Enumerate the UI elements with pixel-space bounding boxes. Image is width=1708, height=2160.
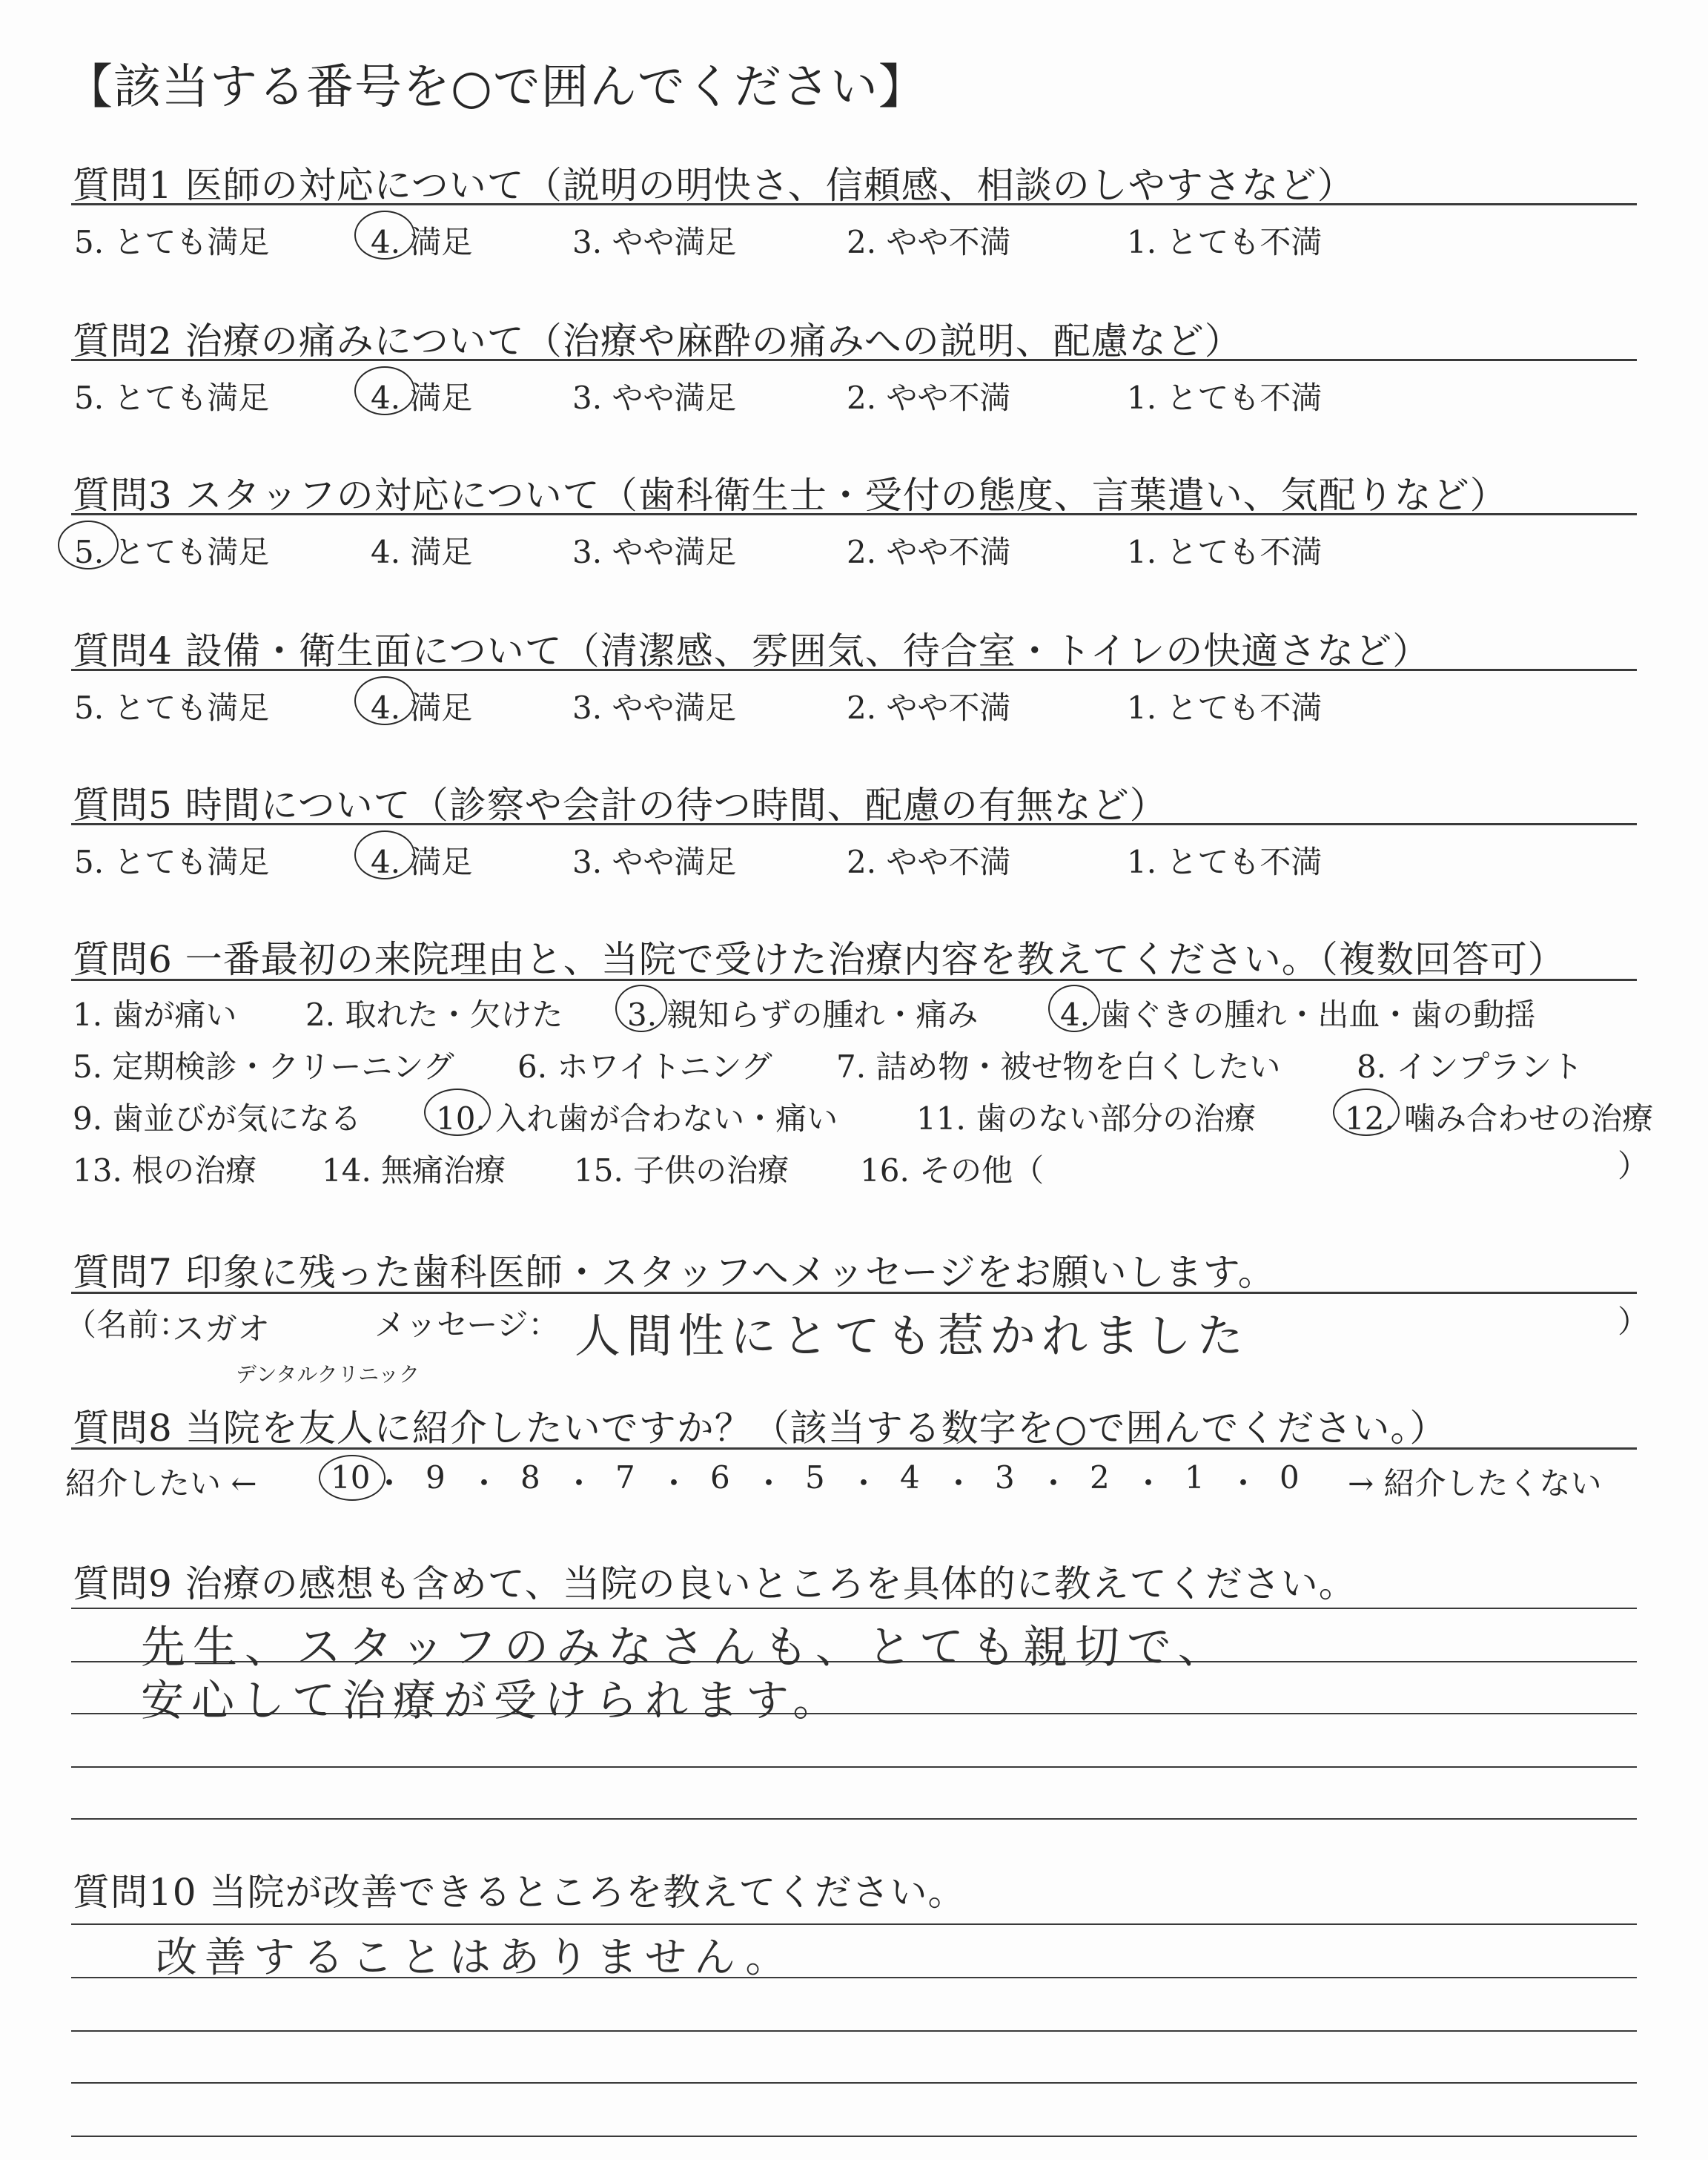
- q6-option-12[interactable]: 12. 噛み合わせの治療: [1345, 1100, 1654, 1137]
- q6-option-10[interactable]: 10. 入れ歯が合わない・痛い: [436, 1100, 838, 1137]
- q8-scale-8[interactable]: 8: [520, 1459, 540, 1496]
- question-5-title: 質問5 時間について（診察や会計の待つ時間、配慮の有無など）: [73, 784, 1168, 827]
- question-7-rule: [71, 1292, 1637, 1294]
- q5-selection-circle: [354, 830, 415, 879]
- q8-scale-1[interactable]: 1: [1185, 1459, 1205, 1496]
- q6-selection-circle-10: [424, 1089, 491, 1136]
- q1-option-2[interactable]: 2. やや不満: [847, 224, 1011, 260]
- question-2-title: 質問2 治療の痛みについて（治療や麻酔の痛みへの説明、配慮など）: [73, 320, 1242, 363]
- q8-left-label: 紹介したい ←: [65, 1465, 257, 1502]
- q8-scale-dot: ・: [374, 1465, 406, 1502]
- q8-right-label: → 紹介したくない: [1348, 1465, 1602, 1502]
- q9-answer-line-5: [71, 1818, 1637, 1820]
- page-title: 【該当する番号を○で囲んでください】: [65, 60, 927, 115]
- q9-answer-line-1: [71, 1608, 1637, 1609]
- question-1-rule: [71, 203, 1637, 205]
- question-2-rule: [71, 359, 1637, 361]
- q7-name-sub-handwriting: デンタルクリニック: [236, 1362, 420, 1387]
- q4-option-1[interactable]: 1. とても不満: [1127, 690, 1323, 726]
- q8-scale-10[interactable]: 10: [331, 1459, 371, 1496]
- q3-option-5[interactable]: 5. とても満足: [74, 534, 270, 570]
- question-1-title: 質問1 医師の対応について（説明の明快さ、信頼感、相談のしやすさなど）: [73, 164, 1355, 207]
- q3-option-4[interactable]: 4. 満足: [371, 534, 473, 570]
- q10-answer-line-3: [71, 2030, 1637, 2032]
- q6-selection-circle-12: [1333, 1089, 1400, 1136]
- q9-answer-handwriting-line-1: 先生、スタッフのみなさんも、とても親切で、: [141, 1622, 1230, 1674]
- q6-option-4[interactable]: 4. 歯ぐきの腫れ・出血・歯の動揺: [1060, 997, 1536, 1033]
- q2-option-1[interactable]: 1. とても不満: [1127, 380, 1323, 416]
- q6-option-8[interactable]: 8. インプラント: [1357, 1048, 1583, 1085]
- q6-selection-circle-3: [615, 985, 667, 1032]
- q7-name-label: （名前：: [65, 1307, 191, 1343]
- q7-message-label: メッセージ：: [374, 1307, 560, 1343]
- q8-scale-dot: ・: [563, 1465, 595, 1502]
- q1-option-5[interactable]: 5. とても満足: [74, 224, 270, 260]
- q8-scale-0[interactable]: 0: [1280, 1459, 1300, 1496]
- q6-option-14[interactable]: 14. 無痛治療: [322, 1152, 506, 1189]
- q8-scale-4[interactable]: 4: [900, 1459, 920, 1496]
- q6-option-11[interactable]: 11. 歯のない部分の治療: [916, 1100, 1257, 1137]
- q2-option-3[interactable]: 3. やや満足: [572, 380, 737, 416]
- q9-answer-line-4: [71, 1766, 1637, 1768]
- q5-option-2[interactable]: 2. やや不満: [847, 844, 1011, 880]
- q8-scale-dot: ・: [753, 1465, 785, 1502]
- q2-option-4[interactable]: 4. 満足: [371, 380, 473, 416]
- question-8-title: 質問8 当院を友人に紹介したいですか？（該当する数字を○で囲んでください。）: [73, 1407, 1448, 1450]
- q4-option-4[interactable]: 4. 満足: [371, 690, 473, 726]
- q8-scale-dot: ・: [469, 1465, 500, 1502]
- q4-option-5[interactable]: 5. とても満足: [74, 690, 270, 726]
- q10-answer-line-5: [71, 2136, 1637, 2137]
- q6-option-13[interactable]: 13. 根の治療: [73, 1152, 257, 1189]
- q8-scale-dot: ・: [848, 1465, 880, 1502]
- question-5-rule: [71, 823, 1637, 825]
- q10-answer-line-4: [71, 2082, 1637, 2084]
- q6-option-9[interactable]: 9. 歯並びが気になる: [73, 1100, 362, 1137]
- q6-option-1[interactable]: 1. 歯が痛い: [73, 997, 237, 1033]
- q1-option-1[interactable]: 1. とても不満: [1127, 224, 1323, 260]
- q6-option-3[interactable]: 3. 親知らずの腫れ・痛み: [627, 997, 979, 1033]
- q2-selection-circle: [354, 366, 415, 415]
- q3-option-1[interactable]: 1. とても不満: [1127, 534, 1323, 570]
- question-3-rule: [71, 513, 1637, 515]
- q3-option-2[interactable]: 2. やや不満: [847, 534, 1011, 570]
- q7-close-paren: ）: [1618, 1304, 1649, 1340]
- q6-option-5[interactable]: 5. 定期検診・クリーニング: [73, 1048, 454, 1085]
- q6-option-2[interactable]: 2. 取れた・欠けた: [305, 997, 563, 1033]
- q5-option-4[interactable]: 4. 満足: [371, 844, 473, 880]
- question-6-title: 質問6 一番最初の来院理由と、当院で受けた治療内容を教えてください。（複数回答可）: [73, 938, 1566, 981]
- q6-option-16[interactable]: 16. その他（: [860, 1152, 1045, 1189]
- q4-option-2[interactable]: 2. やや不満: [847, 690, 1011, 726]
- q8-scale-9[interactable]: 9: [426, 1459, 446, 1496]
- q6-selection-circle-4: [1048, 985, 1100, 1032]
- q2-option-5[interactable]: 5. とても満足: [74, 380, 270, 416]
- q6-option-6[interactable]: 6. ホワイトニング: [517, 1048, 772, 1085]
- q4-option-3[interactable]: 3. やや満足: [572, 690, 737, 726]
- q2-option-2[interactable]: 2. やや不満: [847, 380, 1011, 416]
- q8-scale-2[interactable]: 2: [1090, 1459, 1110, 1496]
- q8-scale-dot: ・: [943, 1465, 975, 1502]
- q8-scale-dot: ・: [1228, 1465, 1260, 1502]
- q6-option-7[interactable]: 7. 詰め物・被せ物を白くしたい: [836, 1048, 1281, 1085]
- q8-scale-5[interactable]: 5: [805, 1459, 825, 1496]
- q1-selection-circle: [354, 211, 415, 260]
- q9-answer-handwriting-line-2: 安心して治療が受けられます。: [141, 1675, 844, 1725]
- q6-other-close-paren: ）: [1618, 1148, 1649, 1184]
- question-10-title: 質問10 当院が改善できるところを教えてください。: [73, 1871, 966, 1914]
- question-7-title: 質問7 印象に残った歯科医師・スタッフへメッセージをお願いします。: [73, 1251, 1276, 1294]
- q7-name-handwriting: スガオ: [172, 1310, 270, 1348]
- q5-option-5[interactable]: 5. とても満足: [74, 844, 270, 880]
- question-6-rule: [71, 979, 1637, 981]
- question-4-rule: [71, 669, 1637, 671]
- question-4-title: 質問4 設備・衛生面について（清潔感、雰囲気、待合室・トイレの快適さなど）: [73, 630, 1431, 673]
- q5-option-1[interactable]: 1. とても不満: [1127, 844, 1323, 880]
- q8-scale-6[interactable]: 6: [710, 1459, 730, 1496]
- q4-selection-circle: [354, 676, 415, 725]
- q8-scale-3[interactable]: 3: [995, 1459, 1015, 1496]
- q3-selection-circle: [58, 521, 119, 569]
- q8-scale-dot: ・: [1038, 1465, 1070, 1502]
- question-3-title: 質問3 スタッフの対応について（歯科衛生士・受付の態度、言葉遣い、気配りなど）: [73, 474, 1508, 517]
- q8-scale-dot: ・: [1133, 1465, 1165, 1502]
- q8-scale-dot: ・: [658, 1465, 690, 1502]
- q6-option-15[interactable]: 15. 子供の治療: [574, 1152, 790, 1189]
- q3-option-3[interactable]: 3. やや満足: [572, 534, 737, 570]
- q10-answer-handwriting: 改善することはありません。: [156, 1934, 795, 1982]
- q7-message-handwriting: 人間性にとても惹かれました: [575, 1309, 1250, 1363]
- q1-option-3[interactable]: 3. やや満足: [572, 224, 737, 260]
- question-8-rule: [71, 1447, 1637, 1450]
- question-9-title: 質問9 治療の感想も含めて、当院の良いところを具体的に教えてください。: [73, 1562, 1357, 1605]
- q8-scale-7[interactable]: 7: [615, 1459, 635, 1496]
- q1-option-4[interactable]: 4. 満足: [371, 224, 473, 260]
- q5-option-3[interactable]: 3. やや満足: [572, 844, 737, 880]
